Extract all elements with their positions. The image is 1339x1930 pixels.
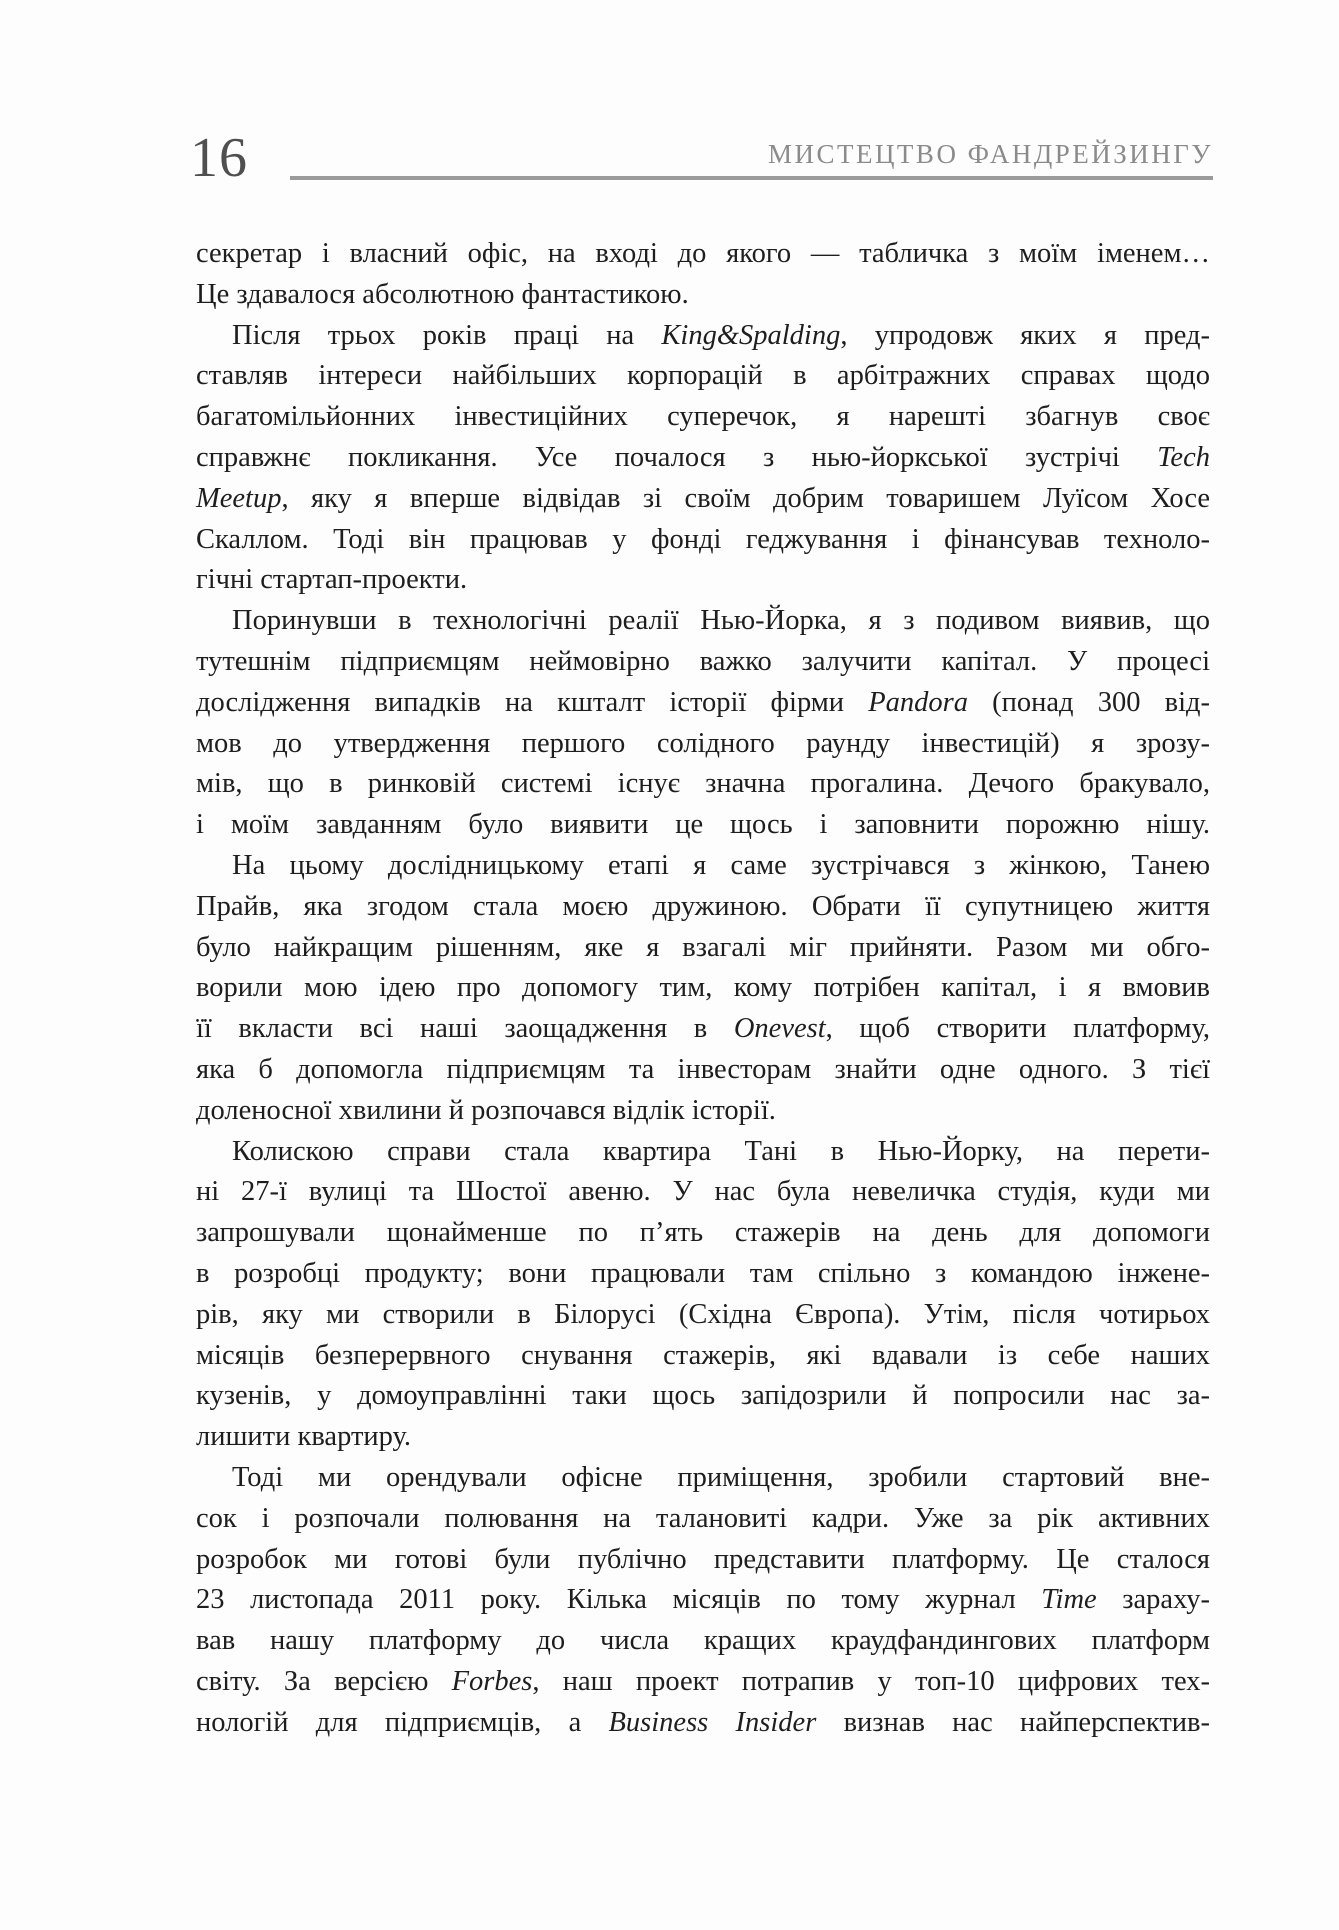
text-line: [196, 1091, 1210, 1132]
text-line: [196, 1336, 1210, 1377]
text-line: [196, 479, 1210, 520]
text-segment: запрошували щонайменше по п’ять стажерів на день для допомоги: [196, 1217, 1210, 1249]
italic-text-segment: Time: [1041, 1584, 1097, 1616]
text-segment: і моїм завданням було виявити це щось і заповнити порожню нішу.: [196, 809, 1210, 841]
page-number: 16: [190, 127, 248, 189]
text-line: [196, 438, 1210, 479]
text-segment: мов до утвердження першого солідного раунду інвестицій) я зрозу-: [196, 727, 1210, 759]
text-segment: , щоб створити платформу,: [825, 1013, 1210, 1045]
text-segment: , яку я вперше відвідав зі своїм добрим товаришем Луїсом Хосе: [281, 482, 1210, 514]
text-line: [196, 928, 1210, 969]
text-line: [196, 1703, 1210, 1744]
text-segment: вав нашу платформу до числа кращих краудфандингових платформ: [196, 1625, 1210, 1657]
italic-text-segment: Pandora: [868, 686, 968, 718]
text-segment: Скаллом. Тоді він працював у фонді геджування і фінансував техноло-: [196, 523, 1210, 555]
text-line: [196, 1132, 1210, 1173]
italic-text-segment: Onevest: [733, 1013, 826, 1045]
text-line: [196, 560, 1210, 601]
text-line: [196, 1172, 1210, 1213]
text-segment: місяців безперервного снування стажерів, які вдавали із себе наших: [196, 1339, 1210, 1371]
text-segment: яка б допомогла підприємцям та інвесторам знайти одне одного. З тієї: [196, 1053, 1210, 1085]
running-header-title: МИСТЕЦТВО ФАНДРЕЙЗИНГУ: [767, 139, 1213, 169]
text-segment: , упродовж яких я пред-: [840, 319, 1210, 351]
text-line: [196, 1580, 1210, 1621]
text-line: [196, 520, 1210, 561]
text-segment: доленосної хвилини й розпочався відлік історії.: [196, 1094, 776, 1126]
text-segment: (понад 300 від-: [967, 686, 1210, 718]
italic-text-segment: Forbes: [451, 1665, 533, 1697]
text-segment: зараху-: [1096, 1584, 1210, 1616]
text-segment: мів, що в ринковій системі існує значна прогалина. Дечого бракувало,: [196, 768, 1210, 800]
text-segment: ставляв інтереси найбільших корпорацій в арбітражних справах щодо: [196, 360, 1210, 392]
text-segment: Прайв, яка згодом стала моєю дружиною. Обрати її супутницею життя: [196, 890, 1210, 922]
text-line: [196, 356, 1210, 397]
italic-text-segment: Business Insider: [608, 1706, 817, 1738]
text-segment: лишити квартиру.: [196, 1421, 412, 1453]
text-line: [196, 968, 1210, 1009]
text-line: [196, 846, 1210, 887]
text-segment: визнав нас найперспектив-: [816, 1706, 1210, 1738]
text-segment: світу. За версією: [196, 1665, 452, 1697]
text-line: [196, 601, 1210, 642]
text-line: [196, 397, 1210, 438]
text-segment: справжнє покликання. Усе почалося з нью-йоркської зустрічі: [196, 441, 1158, 473]
italic-text-segment: Tech: [1157, 441, 1210, 473]
text-line: [196, 234, 1210, 275]
text-segment: тутешнім підприємцям неймовірно важко залучити капітал. У процесі: [196, 645, 1210, 677]
text-line: [196, 1458, 1210, 1499]
text-segment: Колискою справи стала квартира Тані в Нью-Йорку, на перети-: [232, 1135, 1210, 1167]
text-segment: кузенів, у домоуправлінні таки щось запідозрили й попросили нас за-: [196, 1380, 1210, 1412]
text-line: [196, 275, 1210, 316]
text-segment: її вкласти всі наші заощадження в: [196, 1013, 734, 1045]
text-line: [196, 764, 1210, 805]
text-segment: сок і розпочали полювання на талановиті кадри. Уже за рік активних: [196, 1502, 1210, 1534]
text-line: [196, 1499, 1210, 1540]
text-segment: секретар і власний офіс, на вході до якого — табличка з моїм іменем…: [196, 238, 1210, 269]
text-line: [196, 805, 1210, 846]
text-segment: багатомільйонних інвестиційних суперечок, я нарешті збагнув своє: [196, 401, 1210, 433]
text-line: [196, 683, 1210, 724]
italic-text-segment: Meetup: [196, 482, 282, 514]
text-segment: розробок ми готові були публічно представити платформу. Це сталося: [196, 1543, 1210, 1575]
text-block: [196, 234, 1210, 1743]
text-line: [196, 1417, 1210, 1458]
text-segment: На цьому дослідницькому етапі я саме зустрічався з жінкою, Танею: [232, 849, 1210, 881]
text-line: [196, 316, 1210, 357]
text-segment: Тоді ми орендували офісне приміщення, зробили стартовий вне-: [232, 1461, 1210, 1493]
text-line: [196, 1254, 1210, 1295]
text-segment: ні 27-ї вулиці та Шостої авеню. У нас була невеличка студія, куди ми: [196, 1176, 1210, 1208]
text-line: [196, 1540, 1210, 1581]
text-segment: рів, яку ми створили в Білорусі (Східна Європа). Утім, після чотирьох: [196, 1298, 1210, 1330]
text-line: [196, 1050, 1210, 1091]
text-segment: ворили мою ідею про допомогу тим, кому потрібен капітал, і я вмовив: [196, 972, 1210, 1004]
text-line: [196, 1295, 1210, 1336]
text-segment: нологій для підприємців, а: [196, 1706, 609, 1738]
header-rule: [290, 176, 1213, 180]
text-segment: Після трьох років праці на: [232, 319, 662, 351]
text-line: [196, 1213, 1210, 1254]
text-line: [196, 1621, 1210, 1662]
text-segment: в розробці продукту; вони працювали там спільно з командою інжене-: [196, 1257, 1210, 1289]
text-line: [196, 887, 1210, 928]
text-line: [196, 724, 1210, 765]
text-line: [196, 1662, 1210, 1703]
text-segment: , наш проект потрапив у топ-10 цифрових тех-: [532, 1665, 1210, 1697]
text-line: [196, 1009, 1210, 1050]
text-segment: Це здавалося абсолютною фантастикою.: [196, 278, 689, 310]
text-line: [196, 1376, 1210, 1417]
text-segment: гічні стартап-проекти.: [196, 564, 468, 596]
text-segment: дослідження випадків на кшталт історії фірми: [196, 686, 869, 718]
text-segment: 23 листопада 2011 року. Кілька місяців по тому журнал: [196, 1584, 1042, 1616]
text-segment: Поринувши в технологічні реалії Нью-Йорка, я з подивом виявив, що: [232, 605, 1210, 637]
text-line: [196, 642, 1210, 683]
text-segment: було найкращим рішенням, яке я взагалі міг прийняти. Разом ми обго-: [196, 931, 1210, 963]
italic-text-segment: King&Spalding: [661, 319, 841, 351]
